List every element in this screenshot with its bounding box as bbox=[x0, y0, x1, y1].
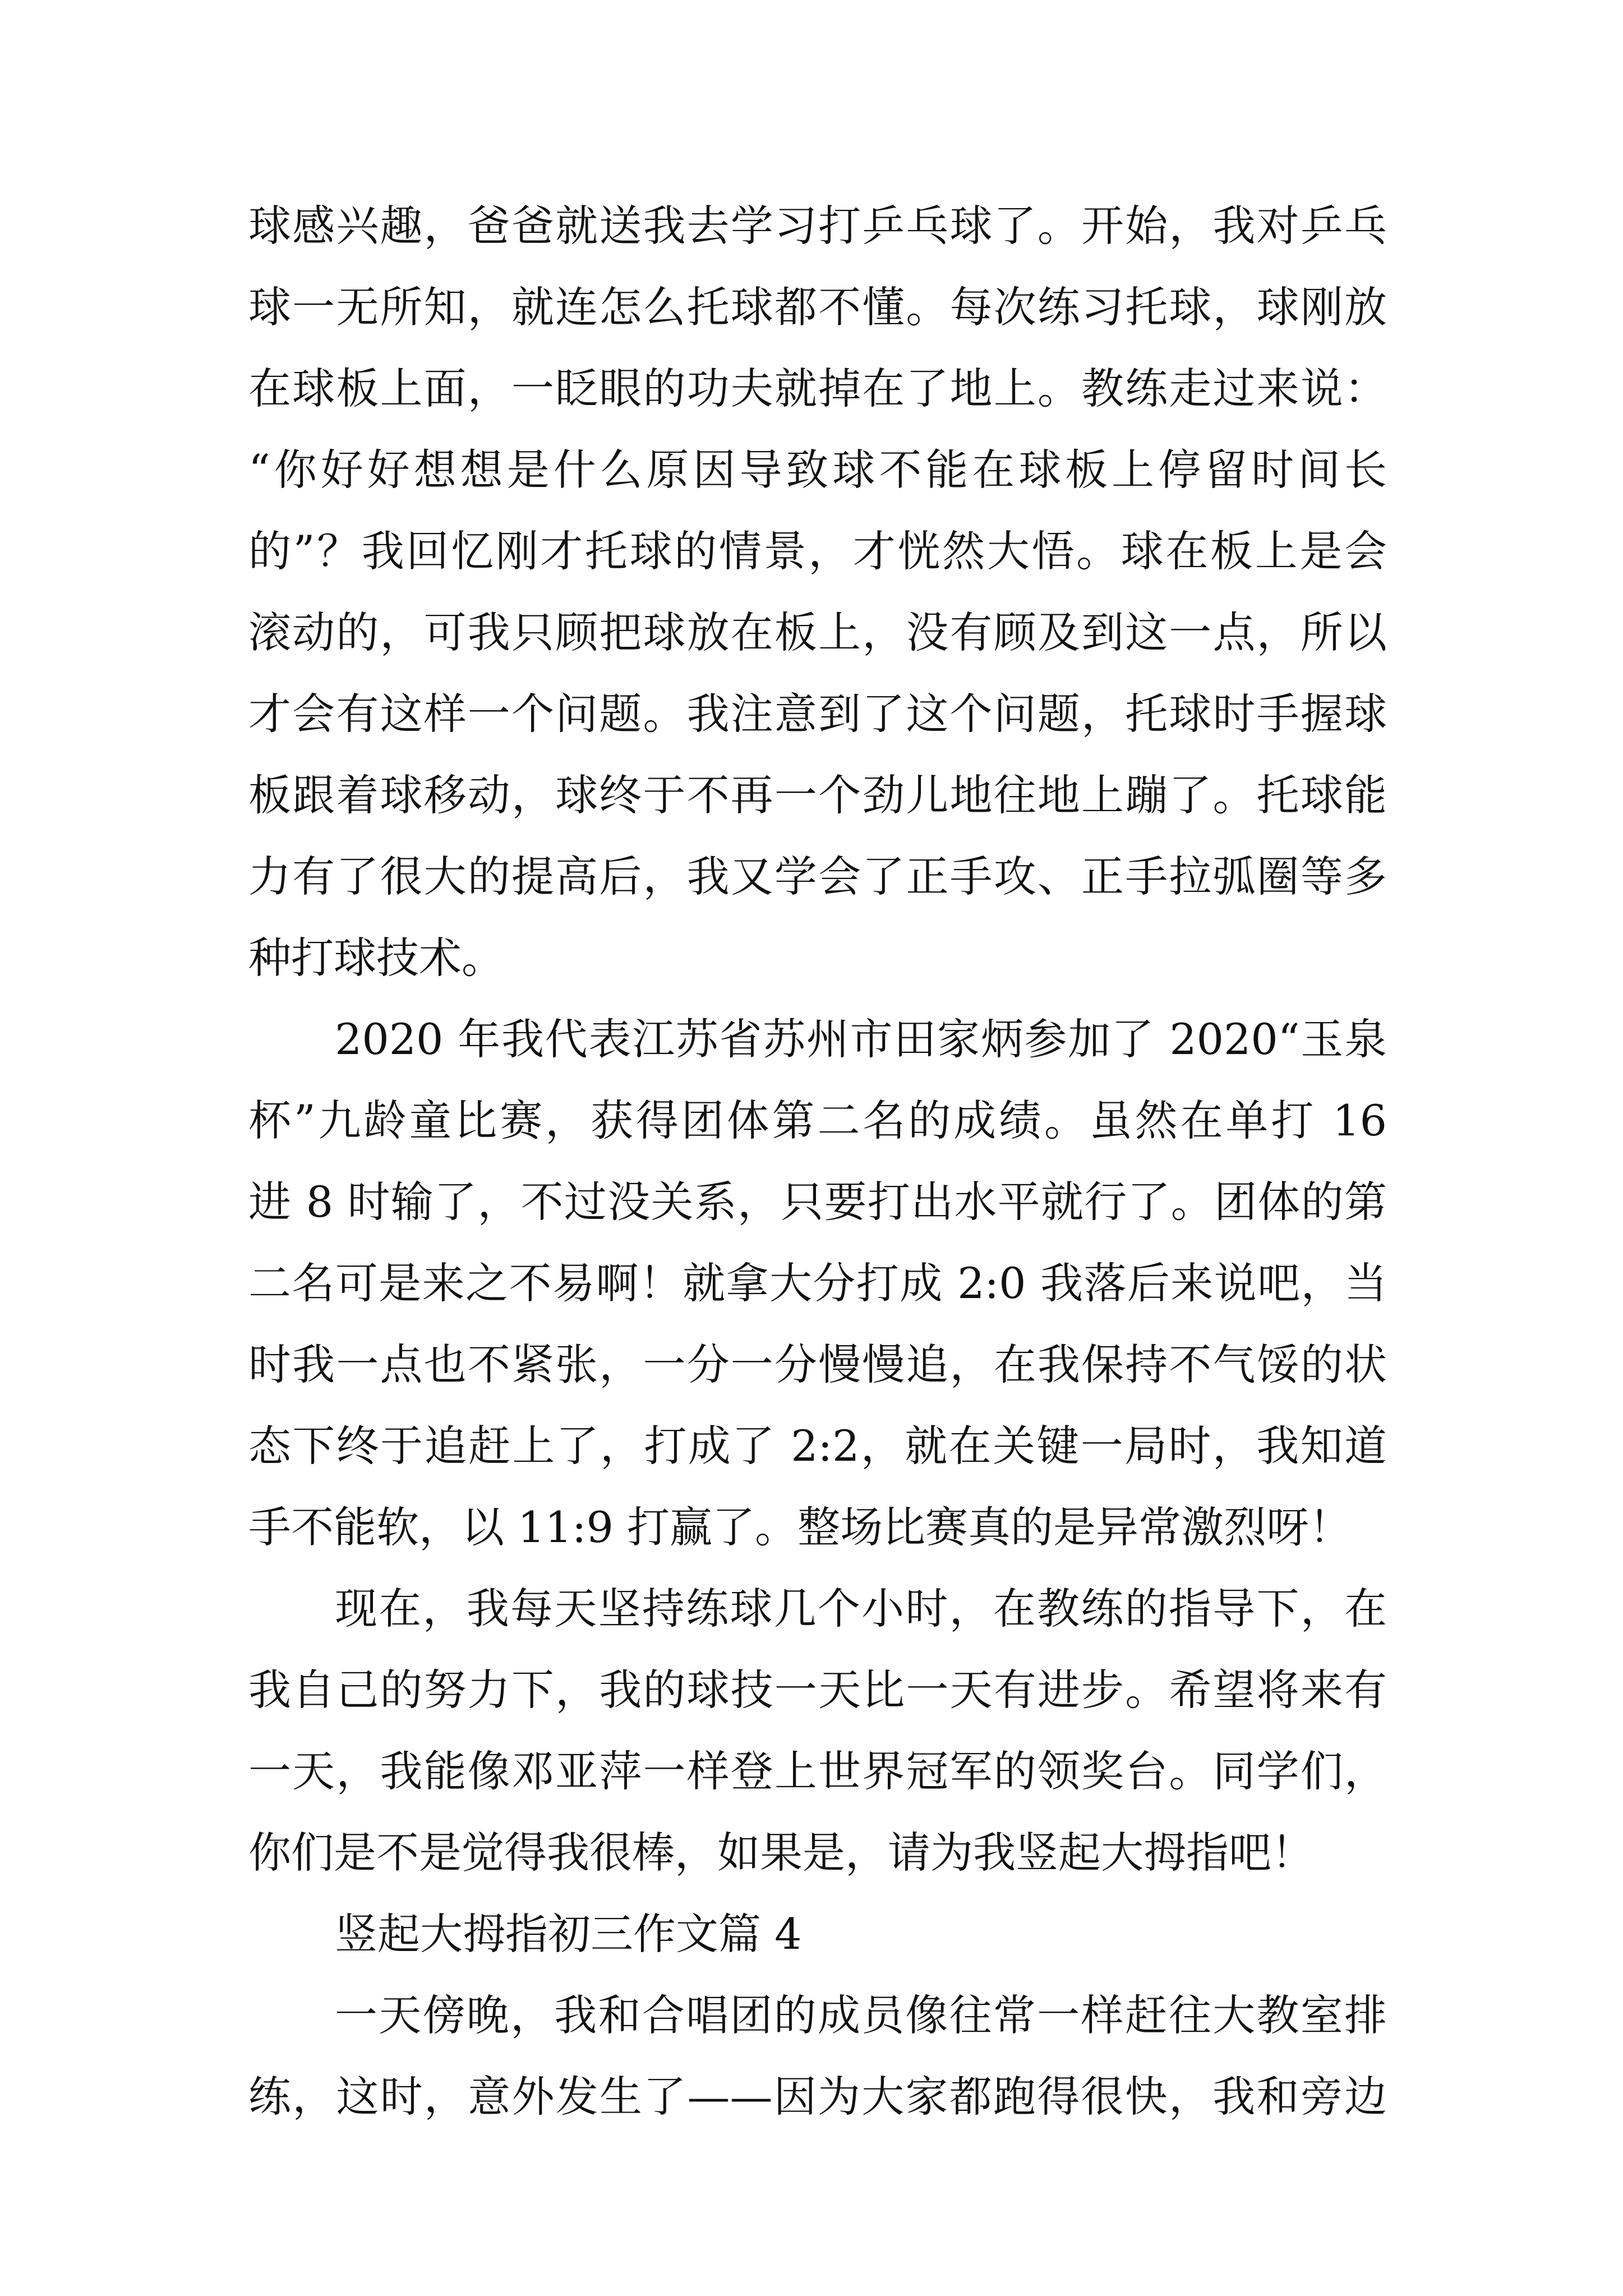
text-line: 进 8 时输了，不过没关系，只要打出水平就行了。团体的第 bbox=[248, 1177, 1387, 1227]
text-line: 一天傍晚，我和合唱团的成员像往常一样赶往大教室排 bbox=[335, 1990, 1387, 2040]
text-line: 的”？我回忆刚才托球的情景，才恍然大悟。球在板上是会 bbox=[248, 526, 1387, 576]
text-line: 球感兴趣，爸爸就送我去学习打乒乓球了。开始，我对乒乓 bbox=[248, 201, 1387, 251]
text-line: 你们是不是觉得我很棒，如果是，请为我竖起大拇指吧！ bbox=[248, 1828, 1314, 1878]
text-line: 一天，我能像邓亚萍一样登上世界冠军的领奖台。同学们， bbox=[248, 1746, 1387, 1796]
text-line: 才会有这样一个问题。我注意到了这个问题，托球时手握球 bbox=[248, 689, 1387, 739]
text-line: 时我一点也不紧张，一分一分慢慢追，在我保持不气馁的状 bbox=[248, 1340, 1387, 1389]
text-line: 球一无所知，就连怎么托球都不懂。每次练习托球，球刚放 bbox=[248, 282, 1387, 332]
text-line: 板跟着球移动，球终于不再一个劲儿地往地上蹦了。托球能 bbox=[248, 770, 1387, 820]
text-line: “你好好想想是什么原因导致球不能在球板上停留时间长 bbox=[248, 445, 1387, 495]
text-line: 力有了很大的提高后，我又学会了正手攻、正手拉弧圈等多 bbox=[248, 852, 1387, 901]
text-line: 态下终于追赶上了，打成了 2:2，就在关键一局时，我知道 bbox=[248, 1421, 1387, 1471]
essay-body bbox=[248, 185, 1387, 2137]
text-line: 我自己的努力下，我的球技一天比一天有进步。希望将来有 bbox=[248, 1665, 1387, 1715]
text-line: 滚动的，可我只顾把球放在板上，没有顾及到这一点，所以 bbox=[248, 608, 1387, 657]
text-line: 手不能软，以 11:9 打赢了。整场比赛真的是异常激烈呀！ bbox=[248, 1502, 1352, 1552]
text-line: 种打球技术。 bbox=[248, 933, 504, 983]
text-line: 二名可是来之不易啊！就拿大分打成 2:0 我落后来说吧，当 bbox=[248, 1258, 1387, 1308]
section-heading: 竖起大拇指初三作文篇 4 bbox=[335, 1909, 802, 1959]
text-line: 2020 年我代表江苏省苏州市田家炳参加了 2020“玉泉 bbox=[335, 1014, 1387, 1064]
text-line: 练，这时，意外发生了——因为大家都跑得很快，我和旁边 bbox=[248, 2072, 1387, 2122]
text-line: 杯”九龄童比赛，获得团体第二名的成绩。虽然在单打 16 bbox=[248, 1096, 1387, 1145]
text-line: 在球板上面，一眨眼的功夫就掉在了地上。教练走过来说： bbox=[248, 364, 1387, 413]
text-line: 现在，我每天坚持练球几个小时，在教练的指导下，在 bbox=[335, 1584, 1387, 1634]
